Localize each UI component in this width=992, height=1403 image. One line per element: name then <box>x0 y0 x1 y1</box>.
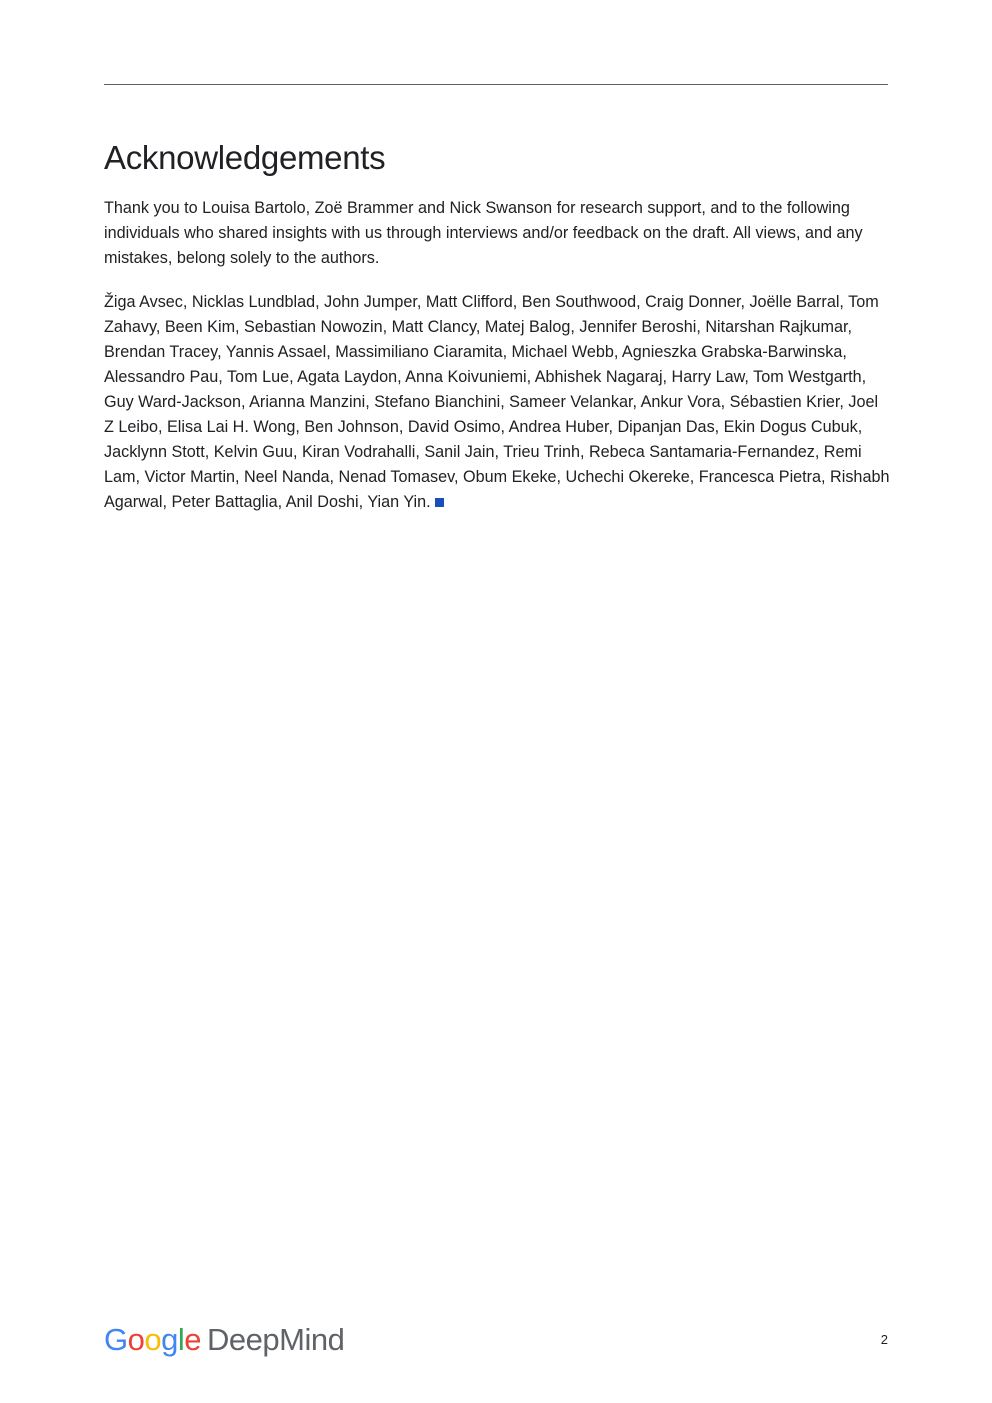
logo-letter: o <box>127 1322 145 1357</box>
section-title: Acknowledgements <box>104 139 386 176</box>
logo-letter: l <box>177 1322 185 1357</box>
contributor-names: Žiga Avsec, Nicklas Lundblad, John Jumper, Matt Clifford, Ben Southwood, Craig Donner, Joëlle Barral, Tom Zahavy, Been Kim, Sebastian Nowozin, Matt Clancy, Matej Balog, Jennifer Beroshi, Nitarshan Rajkumar, Brendan Tracey, Yannis Assael, Massimiliano Ciaramita, Michael Webb, Agnieszka Grabska-Barwinska, Alessandro Pau, Tom Lue, Agata Laydon, Anna Koivuniemi, Abhishek Nagaraj, Harry Law, Tom Westgarth, Guy Ward-Jackson, Arianna Manzini, Stefano Bianchini, Sameer Velankar, Ankur Vora, Sébastien Krier, Joel Z Leibo, Elisa Lai H. Wong, Ben Johnson, David Osimo, Andrea Huber, Dipanjan Das, Ekin Dogus Cubuk, Jacklynn Stott, Kelvin Guu, Kiran Vodrahalli, Sanil Jain, Trieu Trinh, Rebeca Santamaria-Fernandez, Remi Lam, Victor Martin, Neel Nanda, Nenad Tomasev, Obum Ekeke, Uchechi Okereke, Francesca Pietra, Rishabh Agarwal, Peter Battaglia, Anil Doshi, Yian Yin. <box>104 293 890 511</box>
logo-letter: G <box>104 1322 128 1357</box>
acknowledgement-names <box>104 290 890 515</box>
google-deepmind-logo <box>104 1318 344 1362</box>
logo-letter: g <box>161 1322 178 1357</box>
logo-letter: o <box>144 1322 162 1357</box>
page-number: 2 <box>880 1332 888 1347</box>
end-of-article-square-icon <box>435 498 444 507</box>
top-divider <box>104 84 888 85</box>
acknowledgement-intro: Thank you to Louisa Bartolo, Zoë Brammer and Nick Swanson for research support, and to the following individuals who shared insights with us through interviews and/or feedback on the draft. All views, and any mistakes, belong solely to the authors. <box>104 199 863 267</box>
logo-product-name: DeepMind <box>207 1322 345 1357</box>
logo-letter: e <box>184 1322 202 1357</box>
